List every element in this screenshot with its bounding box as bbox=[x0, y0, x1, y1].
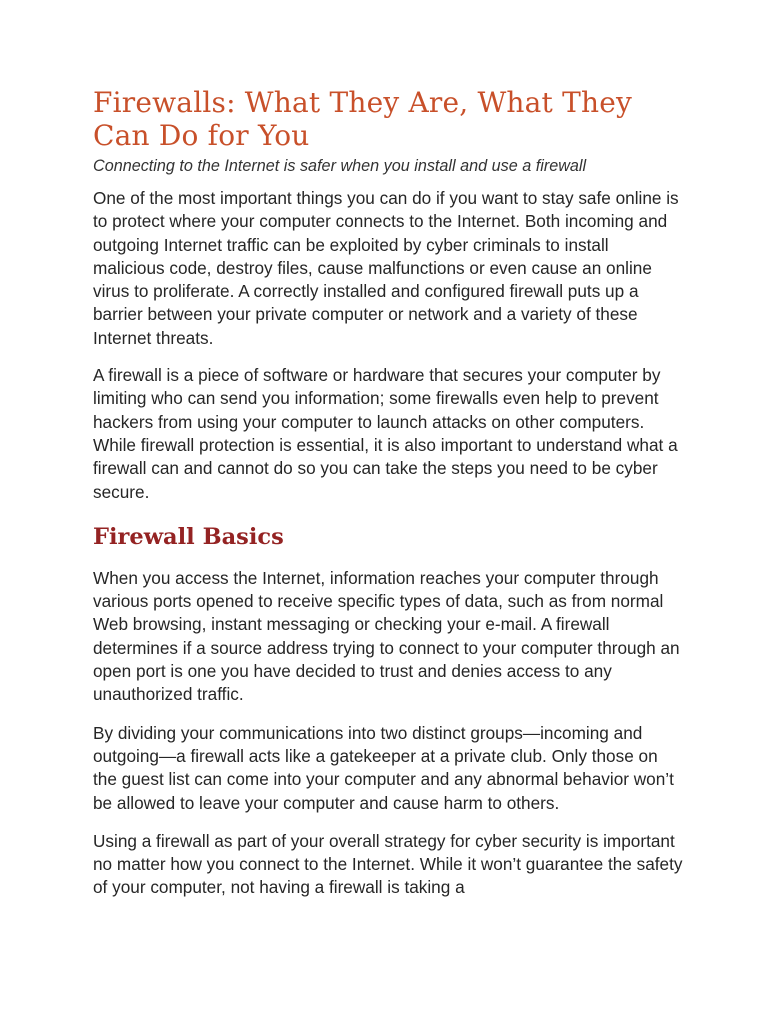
section-paragraph-1: When you access the Internet, information reaches your computer through various ports opened to receive specific types of data, such as from normal Web browsing, instant messaging or checking your e-mail. A firewall determines if a source address trying to connect to your computer through an open port is one you have decided to trust and denies access to any unauthorized traffic. bbox=[93, 567, 680, 705]
section-paragraph-3: Using a firewall as part of your overall strategy for cyber security is important no matter how you connect to the Internet. While it won’t guarantee the safety of your computer, not having a firewall is taking a bbox=[93, 830, 683, 898]
document-subtitle: Connecting to the Internet is safer when you install and use a firewall bbox=[93, 157, 587, 175]
intro-paragraph-1: One of the most important things you can do if you want to stay safe online is to protect where your computer connects to the Internet. Both incoming and outgoing Internet traffic can be exploited by cyber criminals to install malicious code, destroy files, cause malfunctions or even cause an online virus to proliferate. A correctly installed and configured firewall puts up a barrier between your private computer or network and a variety of these Internet threats. bbox=[93, 188, 679, 348]
document-title: Firewalls: What They Are, What They Can Do for You bbox=[93, 86, 632, 152]
section-heading-firewall-basics: Firewall Basics bbox=[93, 523, 284, 550]
section-paragraph-2: By dividing your communications into two distinct groups—incoming and outgoing—a firewall acts like a gatekeeper at a private club. Only those on the guest list can come into your computer and any abnormal behavior won’t be allowed to leave your computer and cause harm to others. bbox=[93, 722, 674, 813]
intro-paragraph-2: A firewall is a piece of software or hardware that secures your computer by limiting who can send you information; some firewalls even help to prevent hackers from using your computer to launch attacks on other computers. While firewall protection is essential, it is also important to understand what a firewall can and cannot do so you can take the steps you need to be cyber secure. bbox=[93, 365, 678, 502]
document-page bbox=[93, 86, 683, 900]
